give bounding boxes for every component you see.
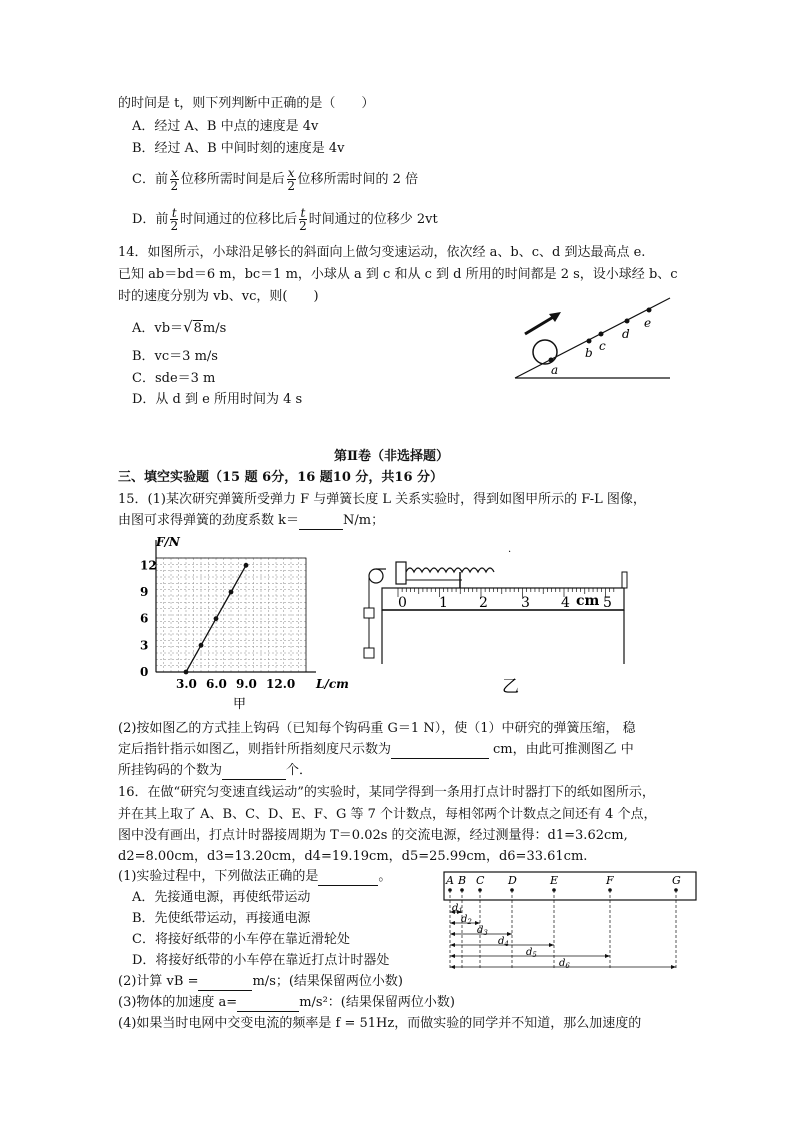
sqrt-symbol: √: [183, 318, 193, 336]
section-heading: 三、填空实验题（15 题 6分，16 题10 分，共16 分）: [118, 470, 444, 485]
y-tick-label: 0: [140, 665, 149, 679]
q16-part4: (4)如果当时电网中交变电流的频率是 f = 51Hz，而做实验的同学并不知道，那么加速度的: [118, 1016, 642, 1031]
q13-d-post: 时间通过的位移少 2vt: [308, 212, 438, 227]
y-axis-label: F/N: [156, 535, 180, 549]
dim-arrow: [507, 932, 512, 936]
answer-blank-a[interactable]: [237, 997, 299, 1012]
q13-c-pre: C．前: [132, 172, 168, 187]
label-b: b: [585, 346, 593, 360]
x-tick-label: 6.0: [206, 677, 227, 691]
label-a: a: [551, 363, 559, 377]
dimension-label: $d_1$: [452, 903, 463, 915]
q13-option-c: [132, 166, 418, 194]
q13-stem: 的时间是 t，则下列判断中正确的是（ ）: [118, 96, 375, 111]
q14-option-c: C．sde＝3 m: [132, 371, 216, 386]
chart-grid: [156, 558, 306, 672]
point-a: [549, 358, 554, 363]
dim-arrow: [450, 943, 455, 947]
label-c: c: [599, 339, 606, 353]
x-tick-label: 3.0: [176, 677, 197, 691]
q13-option-a: A．经过 A、B 中点的速度是 4v: [132, 119, 319, 134]
section-title: 第Ⅱ卷（非选择题）: [334, 449, 449, 464]
pulley: [369, 569, 383, 583]
label-d: d: [622, 327, 630, 341]
tape-point-label: F: [606, 874, 614, 887]
tape-point-label: C: [476, 874, 485, 887]
point-b: [587, 339, 592, 344]
dim-arrow: [671, 965, 676, 969]
y-tick-label: 6: [140, 611, 149, 626]
q15-line2: 由图可求得弹簧的劲度系数 k＝ N/m；: [118, 513, 385, 528]
hook-weight-2: [364, 648, 374, 658]
dim-arrow: [450, 954, 455, 958]
data-point: [229, 590, 234, 595]
data-point: [244, 563, 249, 568]
tape-dimensions: [450, 903, 676, 970]
q16-option-c: C．将接好纸带的小车停在靠近滑轮处: [132, 932, 350, 947]
q13-d-mid: 时间通过的位移比后: [180, 212, 298, 227]
tape-point-label: A: [446, 874, 454, 887]
data-point: [214, 616, 219, 621]
dim-arrow: [450, 932, 455, 936]
dim-arrow: [450, 921, 455, 925]
x-axis-label: L/cm: [316, 677, 349, 691]
q15-line1: 15．(1)某次研究弹簧所受弹力 F 与弹簧长度 L 关系实验时，得到如图甲所示的 F-L 图像，: [118, 492, 646, 507]
fraction-x-over-2: $\frac{x}{2}$: [287, 166, 295, 193]
point-c: [599, 332, 604, 337]
figure-yi-label: 乙: [502, 677, 519, 697]
ruler-unit: cm: [576, 593, 600, 609]
q16-option-b: B．先使纸带运动，再接通电源: [132, 911, 311, 926]
q16-line4: d2=8.00cm，d3=13.20cm，d4=19.19cm，d5=25.99cm，d6=33.61cm.: [118, 849, 588, 864]
q14-option-b: B．vc＝3 m/s: [132, 349, 218, 364]
ruler-label-0: 0: [398, 595, 407, 611]
wall-block: [396, 562, 406, 584]
ruler-label-4: 4: [561, 595, 570, 611]
dimension-label: $d_6$: [559, 958, 570, 970]
q13-option-d: [132, 206, 438, 234]
point-e: [647, 308, 652, 313]
y-tick-label: 12: [140, 558, 157, 573]
dim-arrow: [450, 965, 455, 969]
ruler-label-3: 3: [521, 595, 530, 611]
q16-part1: (1)实验过程中，下列做法正确的是 。: [118, 869, 392, 884]
fraction-t-over-2: $\frac{t}{2}$: [170, 206, 179, 233]
dimension-label: $d_3$: [477, 925, 488, 937]
q16-line2: 并在其上取了 A、B、C、D、E、F、G 等 7 个计数点，每相邻两个计数点之间还有 4 个点，: [118, 807, 657, 822]
answer-blank-count[interactable]: [222, 765, 286, 780]
q15-part2-line2: 定后指针指示如图乙，则指针所指刻度尺示数为 cm，由此可推测图乙 中: [118, 742, 634, 757]
answer-blank-vb[interactable]: [198, 976, 252, 991]
incline-figure: [505, 290, 675, 382]
q16-part3: (3)物体的加速度 a= m/s²：(结果保留两位小数): [118, 995, 455, 1010]
data-point: [184, 670, 189, 675]
answer-blank-k[interactable]: [299, 515, 343, 530]
paper-tape-figure: [440, 866, 700, 974]
dimension-label: $d_2$: [461, 914, 472, 926]
q15-part2-line3: 所挂钩码的个数为 个．: [118, 763, 313, 778]
fraction-t-over-2: $\frac{t}{2}$: [299, 206, 307, 233]
motion-arrow: [525, 316, 555, 334]
q14-line3: 时的速度分别为 vb、vc，则( ): [118, 289, 319, 304]
answer-blank-reading[interactable]: [391, 744, 489, 759]
x-tick-label: 9.0: [236, 677, 257, 691]
tape-point-label: D: [508, 874, 517, 887]
dimension-label: $d_4$: [498, 936, 509, 948]
ruler-label-1: 1: [439, 595, 448, 611]
q13-d-pre: D．前: [132, 212, 169, 227]
dimension-label: $d_5$: [526, 947, 537, 959]
tape-point-label: E: [550, 874, 559, 887]
q16-line3: 图中没有画出，打点计时器接周期为 T＝0.02s 的交流电源，经过测量得：d1=3.62cm,: [118, 828, 628, 843]
q14-line2: 已知 ab＝bd＝6 m，bc＝1 m，小球从 a 到 c 和从 c 到 d 所用的时间都是 2 s，设小球经 b、c: [118, 267, 678, 282]
y-tick-label: 3: [140, 638, 149, 653]
figure-jia-label: 甲: [233, 697, 247, 712]
q13-option-b: B．经过 A、B 中间时刻的速度是 4v: [132, 141, 345, 156]
ruler-label-5: 5: [603, 595, 612, 611]
fraction-x-over-2: $\frac{x}{2}$: [170, 166, 179, 193]
y-tick-label: 9: [140, 585, 149, 599]
q13-c-mid: 位移所需时间是后: [180, 172, 285, 187]
dot: .: [508, 544, 512, 555]
label-e: e: [644, 316, 652, 330]
q13-c-post: 位移所需时间的 2 倍: [297, 172, 419, 187]
dim-arrow: [549, 943, 554, 947]
spring-ruler-figure: [356, 544, 636, 700]
tape-point-label: G: [672, 874, 681, 887]
q16-option-d: D．将接好纸带的小车停在靠近打点计时器处: [132, 953, 390, 968]
answer-blank-p1[interactable]: [318, 871, 378, 886]
tape-point-label: B: [458, 874, 467, 887]
q15-part2-line1: (2)按如图乙的方式挂上钩码（已知每个钩码重 G＝1 N），使（1）中研究的弹簧压缩， 稳: [118, 721, 636, 736]
q14-line1: 14．如图所示，小球沿足够长的斜面向上做匀变速运动，依次经 a、b、c、d 到达最高点 e.: [118, 245, 646, 260]
hook-weight-1: [364, 608, 374, 618]
point-d: [625, 319, 630, 324]
data-point: [199, 643, 204, 648]
tape-points: [445, 874, 681, 970]
q14-option-a: A．vb＝√8m/s: [132, 318, 227, 336]
q14-option-d: D．从 d 到 e 所用时间为 4 s: [132, 392, 303, 407]
spring: [406, 568, 494, 572]
fl-chart: [128, 532, 378, 712]
ruler-label-2: 2: [479, 595, 488, 611]
end-stop: [622, 572, 627, 588]
q16-line1: 16．在做“研究匀变速直线运动”的实验时，某同学得到一条用打点计时器打下的纸如图所示，: [118, 785, 655, 800]
x-tick-label: 12.0: [266, 677, 296, 691]
dim-arrow: [605, 954, 610, 958]
q16-option-a: A．先接通电源，再使纸带运动: [132, 890, 311, 905]
chart-axes: [156, 540, 316, 672]
q16-part2: (2)计算 vB = m/s；(结果保留两位小数): [118, 974, 404, 989]
